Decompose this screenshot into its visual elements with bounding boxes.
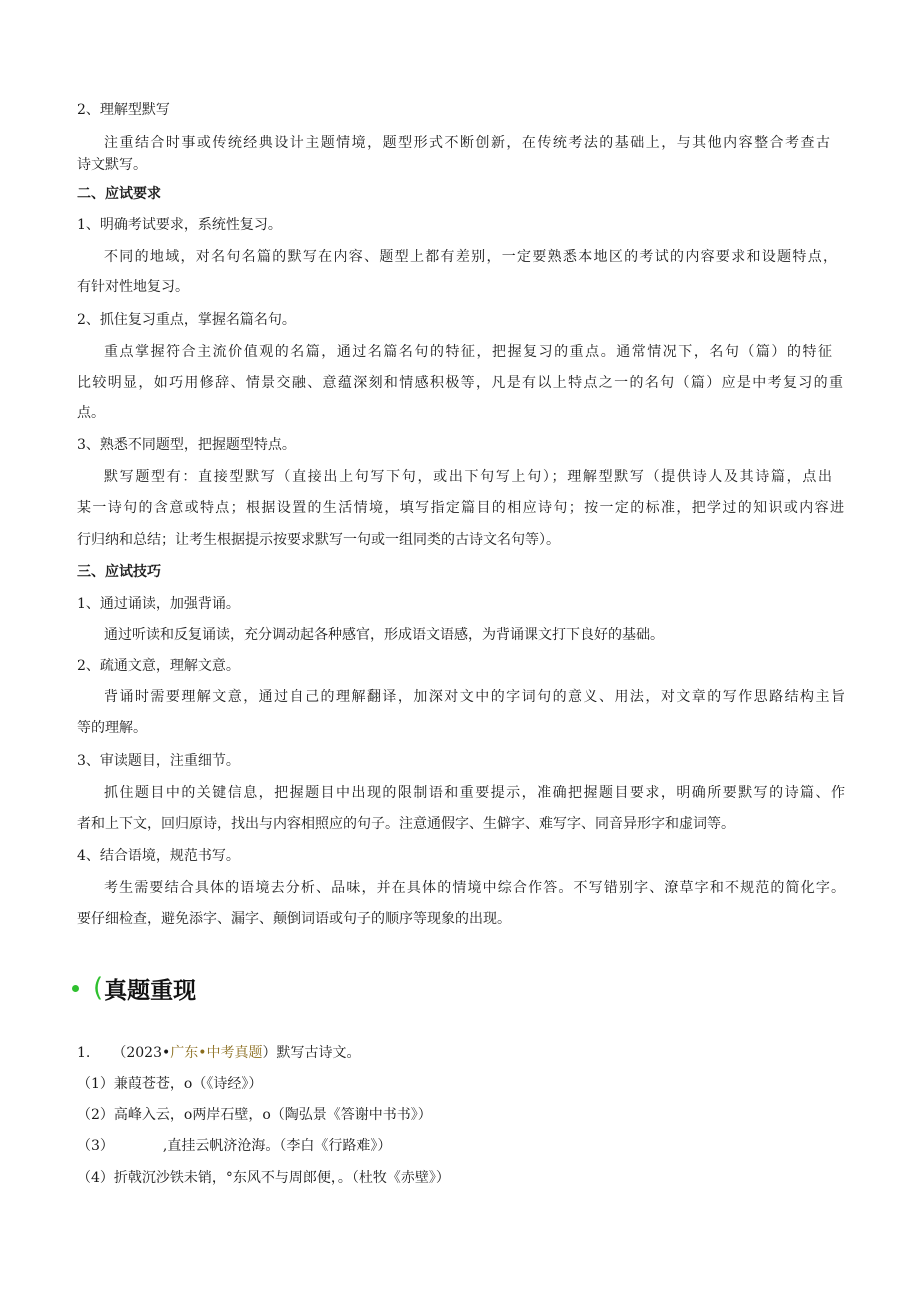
paragraph-line: 诗文默写。: [77, 157, 147, 173]
title-paren: (: [93, 973, 104, 1003]
paragraph-line: 通过听读和反复诵读，充分调动起各种感官，形成语文语感，为背诵课文打下良好的基础。: [104, 627, 664, 643]
question-source: 广东•中考真题: [170, 1045, 263, 1061]
subheading: 4、结合语境，规范书写。: [77, 848, 240, 864]
paragraph-line: 考生需要结合具体的语境去分析、品味，并在具体的情境中综合作答。不写错别字、潦草字和不规范的简化字。: [104, 880, 845, 896]
paragraph-line: 不同的地域，对名句名篇的默写在内容、题型上都有差别，一定要熟悉本地区的考试的内容要求和设题特点，: [104, 249, 837, 265]
subheading: 2、抓住复习重点，掌握名篇名句。: [77, 312, 296, 328]
paragraph-line: 注重结合时事或传统经典设计主题情境，题型形式不断创新，在传统考法的基础上，与其他内容整合考查古: [104, 135, 830, 151]
subheading-understanding-type: 2、理解型默写: [77, 102, 170, 118]
paragraph-line: 行归纳和总结；让考生根据提示按要求默写一句或一组同类的古诗文名句等）。: [77, 532, 560, 548]
subheading: 2、疏通文意，理解文意。: [77, 658, 240, 674]
paragraph-line: 背诵时需要理解文意，通过自己的理解翻译，加深对文中的字词句的意义、用法，对文章的写作思路结构主旨: [104, 689, 845, 705]
paragraph-line: 重点掌握符合主流价值观的名篇，通过名篇名句的特征，把握复习的重点。通常情况下，名句（篇）的特征: [104, 344, 832, 360]
bullet-dot-icon: [72, 985, 79, 992]
question-item-2: （2）高峰入云，o两岸石壁，o（陶弘景《答谢中书书》）: [77, 1107, 432, 1123]
section-title-text: 真题重现: [104, 977, 197, 1004]
question-number: 1.: [77, 1045, 91, 1061]
question-item-1: （1）兼葭苍苍，o（《诗经》）: [77, 1076, 263, 1092]
section-title-past-exam-questions: [72, 970, 196, 1006]
subheading: 3、审读题目，注重细节。: [77, 753, 240, 769]
paragraph-line: 要仔细检查，避免添字、漏字、颠倒词语或句子的顺序等现象的出现。: [77, 911, 511, 927]
question-item-4: （4）折戟沉沙铁未销，°东风不与周郎便，。（杜牧《赤壁》）: [77, 1170, 450, 1186]
paragraph-line: 有针对性地复习。: [77, 279, 189, 295]
paragraph-line: 点。: [77, 405, 105, 421]
question-header: [77, 1042, 361, 1064]
subheading: 1、通过诵读，加强背诵。: [77, 596, 240, 612]
section-heading-exam-techniques: 三、应试技巧: [77, 564, 161, 580]
paragraph-line: 默写题型有：直接型默写（直接出上句写下句，或出下句写上句）；理解型默写（提供诗人及其诗篇，点出: [104, 469, 832, 485]
question-item-3: （3） ,直挂云帆济沧海。（李白《行路难》）: [77, 1138, 392, 1154]
subheading: 1、明确考试要求，系统性复习。: [77, 217, 282, 233]
question-year-open: （2023•: [112, 1045, 171, 1061]
subheading: 3、熟悉不同题型，把握题型特点。: [77, 437, 296, 453]
paragraph-line: 某一诗句的含意或特点；根据设置的生活情境，填写指定篇目的相应诗句；按一定的标准，把学过的知识或内容进: [77, 500, 844, 516]
section-heading-exam-requirements: 二、应试要求: [77, 186, 161, 202]
paragraph-line: 等的理解。: [77, 720, 147, 736]
question-instruction: ）默写古诗文。: [262, 1045, 361, 1061]
paragraph-line: 者和上下文，回归原诗，找出与内容相照应的句子。注意通假字、生僻字、难写字、同音异形字和虚词等。: [77, 816, 735, 832]
paragraph-line: 比较明显，如巧用修辞、情景交融、意蕴深刻和情感积极等，凡是有以上特点之一的名句（篇）应是中考复习的重: [77, 375, 843, 391]
paragraph-line: 抓住题目中的关键信息，把握题目中出现的限制语和重要提示，准确把握题目要求，明确所要默写的诗篇、作: [104, 785, 845, 801]
